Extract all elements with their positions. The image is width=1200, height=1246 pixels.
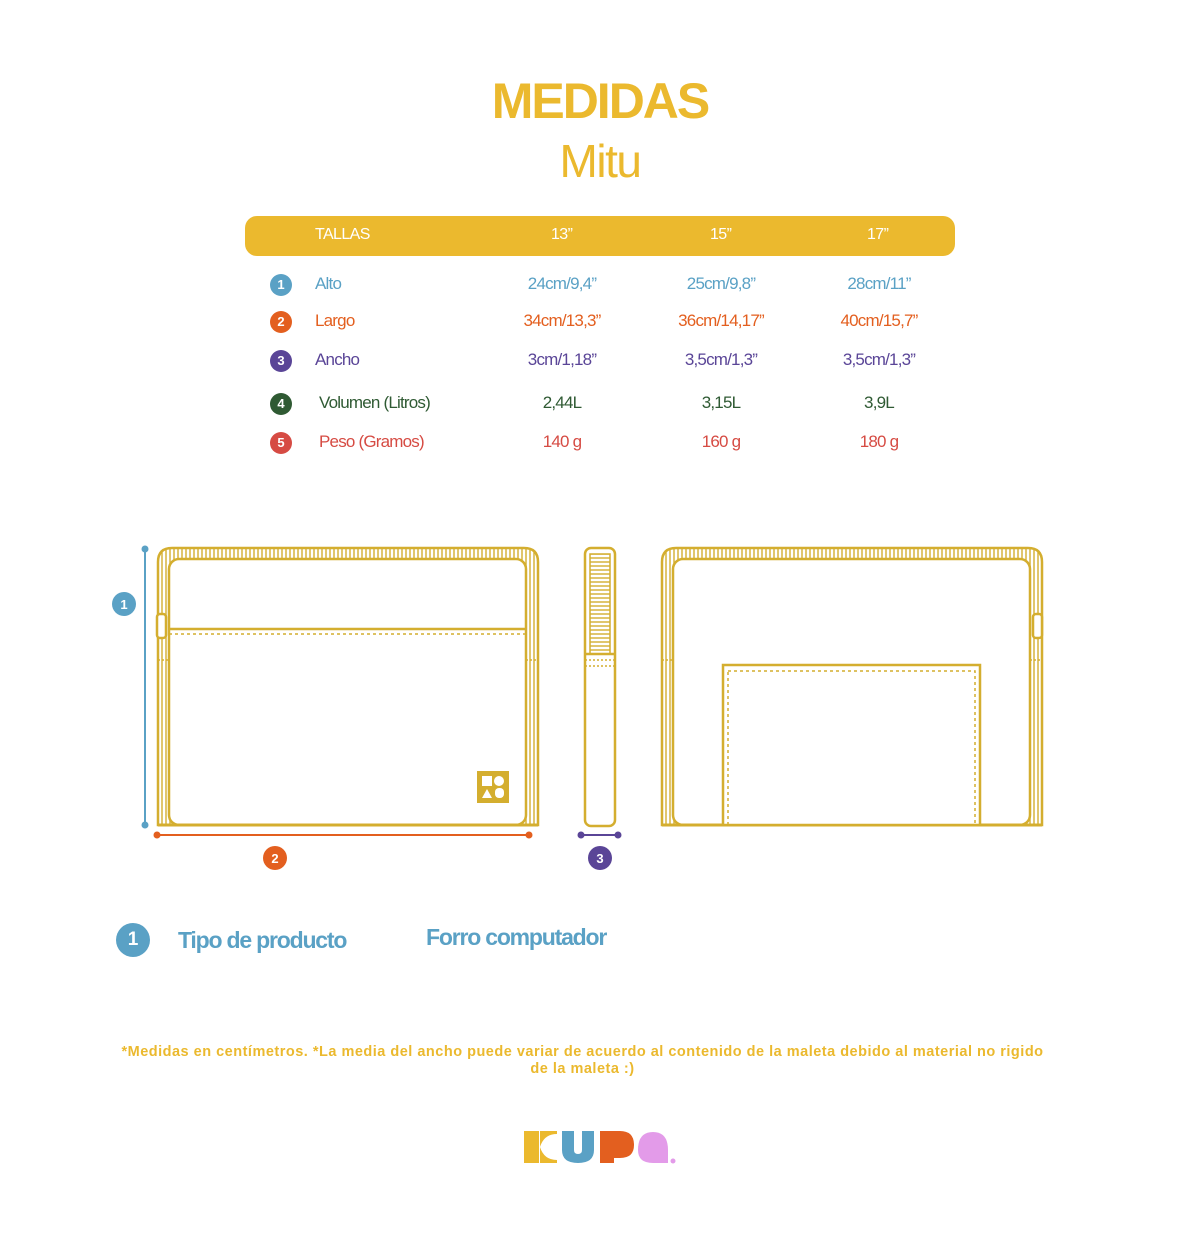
kupa-logo-k <box>524 1131 557 1163</box>
side-view-sleeve <box>585 548 615 826</box>
cell-17: 180 g <box>859 432 899 451</box>
footnote <box>80 1044 1085 1078</box>
cell-13: 2,44L <box>542 393 582 412</box>
marker-ancho <box>588 846 612 870</box>
header-size-17: 17” <box>867 226 889 243</box>
cell-17: 3,5cm/1,3” <box>842 350 916 369</box>
marker-ancho-label: 3 <box>596 851 604 866</box>
cell-17: 3,9L <box>864 393 894 412</box>
marker-largo <box>263 846 287 870</box>
header-size-13: 13” <box>551 226 573 243</box>
row-label: Volumen (Litros) <box>319 393 430 412</box>
number-badge: 2 <box>270 311 292 333</box>
number-badge: 3 <box>270 350 292 372</box>
footnote-line-1: *Medidas en centímetros. *La media del ancho puede variar de acuerdo al contenido de la maleta debido al material no rigido <box>121 1044 1044 1060</box>
marker-alto-label: 1 <box>120 597 128 612</box>
cell-13: 140 g <box>542 432 582 451</box>
kupa-logo-p <box>600 1131 634 1163</box>
row-label: Ancho <box>315 350 360 369</box>
kupa-logo-a <box>638 1132 668 1163</box>
number-badge: 4 <box>270 393 292 415</box>
number-badge: 1 <box>270 274 292 296</box>
marker-alto <box>112 592 136 616</box>
back-view-sleeve <box>662 548 1042 825</box>
product-info-badge: 1 <box>116 923 150 957</box>
cell-13: 34cm/13,3” <box>523 311 601 330</box>
product-type-label: Tipo de producto <box>178 927 347 953</box>
row-label: Largo <box>315 311 355 330</box>
cell-15: 25cm/9,8” <box>686 274 756 293</box>
cell-13: 24cm/9,4” <box>527 274 597 293</box>
width-dimension-line <box>578 832 622 839</box>
header-size-15: 15” <box>710 226 732 243</box>
marker-largo-label: 2 <box>271 851 279 866</box>
cell-17: 28cm/11” <box>847 274 911 293</box>
cell-15: 3,5cm/1,3” <box>684 350 758 369</box>
cell-15: 36cm/14,17” <box>678 311 764 330</box>
length-dimension-line <box>154 832 533 839</box>
row-label: Alto <box>315 274 342 293</box>
footnote-line-2: de la maleta :) <box>530 1061 635 1077</box>
cell-15: 3,15L <box>701 393 741 412</box>
kupa-logo-u <box>562 1131 594 1163</box>
cell-15: 160 g <box>701 432 741 451</box>
page-title: MEDIDAS <box>491 73 709 129</box>
product-name: Mitu <box>559 135 641 187</box>
kupa-square-logo-icon <box>477 771 509 803</box>
row-label: Peso (Gramos) <box>319 432 424 451</box>
cell-13: 3cm/1,18” <box>527 350 597 369</box>
product-type-value: Forro computador <box>426 924 607 950</box>
number-badge: 5 <box>270 432 292 454</box>
height-dimension-line <box>142 546 149 829</box>
header-tallas: TALLAS <box>315 226 370 243</box>
cell-17: 40cm/15,7” <box>840 311 918 330</box>
kupa-logo <box>522 1128 682 1168</box>
